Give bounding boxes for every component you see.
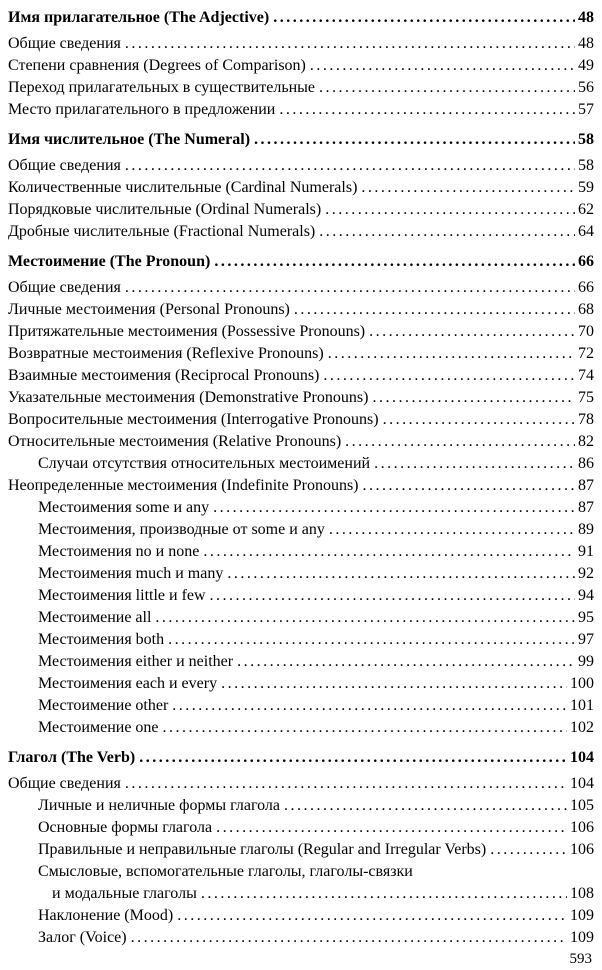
page-number: 108	[570, 885, 594, 902]
page-number: 57	[578, 101, 594, 118]
toc-entry	[8, 475, 594, 497]
toc-entry	[8, 277, 594, 299]
page-number: 94	[578, 587, 594, 604]
toc-entry	[8, 55, 594, 77]
page-number: 100	[570, 675, 594, 692]
toc-entry-title: Количественные числительные (Cardinal Numerals)	[8, 179, 358, 196]
toc-entry-title: Местоимения much и many	[38, 565, 224, 582]
toc-entry	[8, 343, 594, 365]
dot-leader	[273, 7, 575, 29]
page-number: 78	[578, 411, 594, 428]
page-number: 95	[578, 609, 594, 626]
toc-entry-title: Основные формы глагола	[38, 819, 213, 836]
toc-entry-title: Имя прилагательное (The Adjective)	[8, 9, 270, 26]
toc-entry-title: Место прилагательного в предложении	[8, 101, 276, 118]
toc-entry-title: Степени сравнения (Degrees of Comparison)	[8, 57, 306, 74]
page-number: 106	[570, 819, 594, 836]
toc-entry-title: Местоимение one	[38, 719, 159, 736]
toc-entry	[8, 199, 594, 221]
toc-entry	[8, 497, 594, 519]
page-number: 97	[578, 631, 594, 648]
dot-leader	[345, 431, 575, 453]
toc-entry	[8, 77, 594, 99]
toc-entry	[8, 177, 594, 199]
page-number: 91	[578, 543, 594, 560]
toc-entry	[8, 453, 594, 475]
toc-entry-title: и модальные глаголы	[52, 885, 197, 902]
toc-entry-title: Относительные местоимения (Relative Pronouns)	[8, 433, 342, 450]
dot-leader	[361, 177, 575, 199]
toc-entry	[8, 927, 594, 949]
dot-leader	[363, 475, 576, 497]
page-number: 109	[570, 907, 594, 924]
toc-entry	[8, 773, 594, 795]
dot-leader	[177, 905, 567, 927]
toc-list	[8, 7, 594, 949]
toc-entry	[8, 651, 594, 673]
dot-leader	[294, 299, 575, 321]
toc-entry-title: Местоимения, производные от some и any	[38, 521, 325, 538]
toc-entry-title: Имя числительное (The Numeral)	[8, 131, 251, 148]
toc-entry-title: Местоимение other	[38, 697, 169, 714]
page-number: 68	[578, 301, 594, 318]
dot-leader	[284, 795, 567, 817]
toc-entry-title: Случаи отсутствия относительных местоимений	[38, 455, 371, 472]
toc-entry	[8, 795, 594, 817]
dot-leader	[329, 519, 575, 541]
toc-entry	[8, 839, 594, 861]
page-number: 87	[578, 499, 594, 516]
toc-section-heading	[8, 747, 594, 769]
dot-leader	[125, 277, 575, 299]
toc-entry	[8, 717, 594, 739]
page-number: 99	[578, 653, 594, 670]
toc-entry-title: Местоимения some и any	[38, 499, 210, 516]
page-number: 58	[578, 131, 594, 148]
toc-entry	[8, 629, 594, 651]
toc-entry	[8, 883, 594, 905]
page-number: 66	[578, 279, 594, 296]
toc-entry-title: Личные местоимения (Personal Pronouns)	[8, 301, 290, 318]
toc-entry	[8, 695, 594, 717]
page-number: 64	[578, 223, 594, 240]
toc-entry-title: Возвратные местоимения (Reflexive Pronouns)	[8, 345, 324, 362]
toc-entry-title: Местоимения each и every	[38, 675, 218, 692]
page-number: 82	[578, 433, 594, 450]
toc-entry	[8, 563, 594, 585]
folio-page-number: 593	[569, 951, 592, 967]
toc-entry	[8, 607, 594, 629]
dot-leader	[323, 365, 575, 387]
toc-entry-title: Общие сведения	[8, 775, 121, 792]
toc-entry-title: Взаимные местоимения (Reciprocal Pronouns)	[8, 367, 320, 384]
dot-leader	[383, 409, 575, 431]
dot-leader	[374, 453, 575, 475]
toc-entry-title: Переход прилагательных в существительные	[8, 79, 316, 96]
dot-leader	[237, 651, 575, 673]
toc-entry-title: Местоимение all	[38, 609, 152, 626]
toc-entry	[8, 365, 594, 387]
toc-entry	[8, 221, 594, 243]
dot-leader	[319, 221, 575, 243]
dot-leader	[319, 77, 575, 99]
page-number: 56	[578, 79, 594, 96]
dot-leader	[201, 883, 567, 905]
page-number: 49	[578, 57, 594, 74]
toc-entry-title: Дробные числительные (Fractional Numerals)	[8, 223, 316, 240]
toc-entry-title: Местоимение (The Pronoun)	[8, 253, 211, 270]
page-number: 75	[578, 389, 594, 406]
toc-entry-title: Общие сведения	[8, 279, 121, 296]
dot-leader	[139, 747, 567, 769]
toc-entry-title: Вопросительные местоимения (Interrogative Pronouns)	[8, 411, 379, 428]
toc-entry-title: Общие сведения	[8, 157, 121, 174]
page-number: 62	[578, 201, 594, 218]
dot-leader	[155, 607, 575, 629]
dot-leader	[325, 199, 575, 221]
page-number: 102	[570, 719, 594, 736]
page-number: 66	[578, 253, 594, 270]
dot-leader	[490, 839, 567, 861]
dot-leader	[221, 673, 567, 695]
dot-leader	[372, 387, 575, 409]
page-number: 86	[578, 455, 594, 472]
toc-entry-title: Местоимения both	[38, 631, 165, 648]
toc-entry	[8, 431, 594, 453]
toc-entry	[8, 99, 594, 121]
dot-leader	[279, 99, 575, 121]
toc-entry-title: Общие сведения	[8, 35, 121, 52]
page-number: 101	[570, 697, 594, 714]
toc-entry-title: Наклонение (Mood)	[38, 907, 174, 924]
toc-entry-title: Глагол (The Verb)	[8, 749, 136, 766]
toc-entry	[8, 673, 594, 695]
toc-section-heading	[8, 129, 594, 151]
toc-entry-title: Указательные местоимения (Demonstrative Pronouns)	[8, 389, 369, 406]
dot-leader	[213, 497, 575, 519]
toc-entry-title: Притяжательные местоимения (Possessive Pronouns)	[8, 323, 366, 340]
toc-entry	[8, 905, 594, 927]
dot-leader	[310, 55, 575, 77]
page-number: 74	[578, 367, 594, 384]
toc-entry	[8, 541, 594, 563]
toc-entry	[8, 321, 594, 343]
page-number: 48	[578, 9, 594, 26]
toc-entry	[8, 519, 594, 541]
toc-section-heading	[8, 7, 594, 29]
toc-entry-title: Местоимения little и few	[38, 587, 206, 604]
page-number: 106	[570, 841, 594, 858]
dot-leader	[203, 541, 575, 563]
toc-entry	[8, 585, 594, 607]
toc-entry-title: Смысловые, вспомогательные глаголы, глаголы-связки	[38, 863, 413, 880]
toc-entry-title: Местоимения either и neither	[38, 653, 234, 670]
dot-leader	[369, 321, 575, 343]
dot-leader	[227, 563, 575, 585]
dot-leader	[214, 251, 575, 273]
page-number: 48	[578, 35, 594, 52]
toc-entry	[8, 387, 594, 409]
dot-leader	[163, 717, 567, 739]
dot-leader	[125, 773, 567, 795]
toc-entry-title: Личные и неличные формы глагола	[38, 797, 280, 814]
page-number: 58	[578, 157, 594, 174]
page-number: 89	[578, 521, 594, 538]
page-number: 105	[570, 797, 594, 814]
toc-entry	[8, 817, 594, 839]
toc-entry	[8, 409, 594, 431]
dot-leader	[216, 817, 567, 839]
toc-entry	[8, 299, 594, 321]
dot-leader	[125, 155, 575, 177]
toc-entry-title: Местоимения no и none	[38, 543, 200, 560]
page-number: 59	[578, 179, 594, 196]
toc-entry	[8, 155, 594, 177]
toc-entry-title: Порядковые числительные (Ordinal Numerals)	[8, 201, 322, 218]
dot-leader	[125, 33, 575, 55]
page-number: 72	[578, 345, 594, 362]
dot-leader	[210, 585, 575, 607]
page-number: 104	[570, 749, 594, 766]
page-number: 92	[578, 565, 594, 582]
dot-leader	[172, 695, 567, 717]
toc-entry	[8, 861, 594, 883]
page-number: 87	[578, 477, 594, 494]
page-number: 109	[570, 929, 594, 946]
page-footer	[8, 949, 594, 969]
dot-leader	[131, 927, 567, 949]
toc-section-heading	[8, 251, 594, 273]
toc-entry-title: Залог (Voice)	[38, 929, 127, 946]
dot-leader	[168, 629, 575, 651]
toc-entry	[8, 33, 594, 55]
page-number: 70	[578, 323, 594, 340]
dot-leader	[328, 343, 575, 365]
dot-leader	[254, 129, 575, 151]
page-number: 104	[570, 775, 594, 792]
toc-entry-title: Правильные и неправильные глаголы (Regular and Irregular Verbs)	[38, 841, 487, 858]
toc-entry-title: Неопределенные местоимения (Indefinite Pronouns)	[8, 477, 359, 494]
